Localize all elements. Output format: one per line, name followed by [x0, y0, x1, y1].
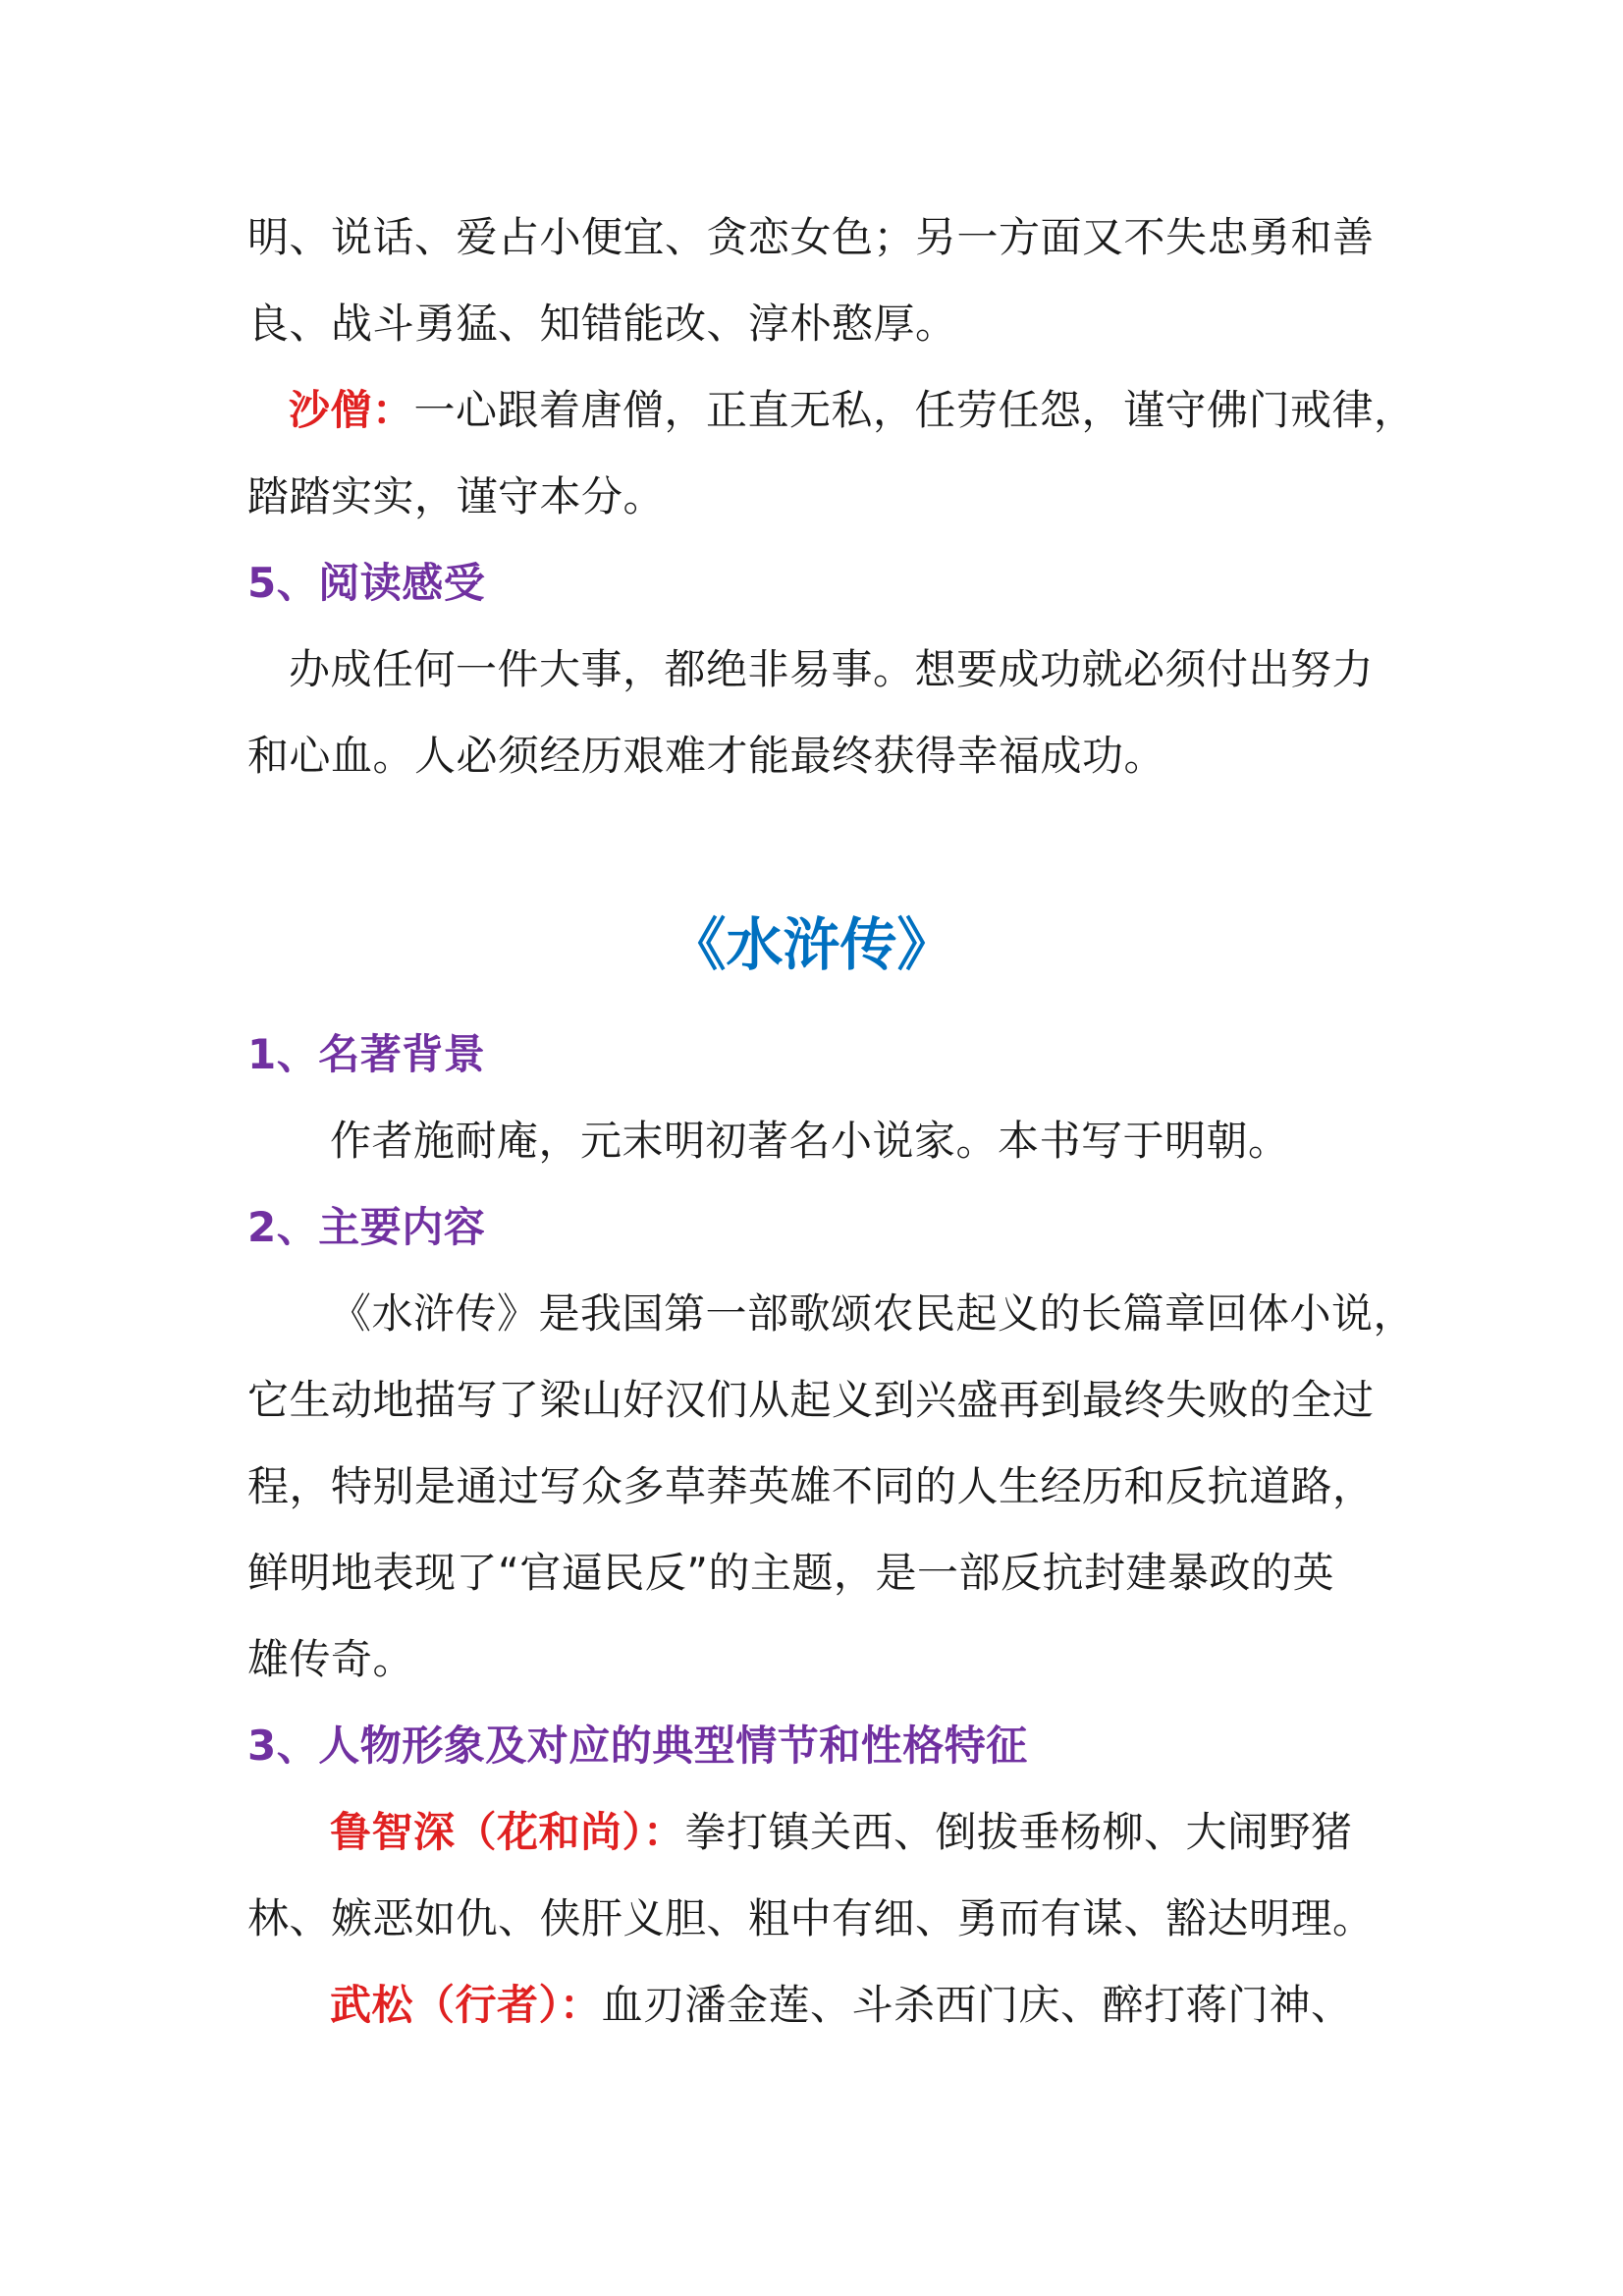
character-entry-wusong: [330, 1976, 1353, 2035]
character-label: 沙僧：: [289, 386, 414, 434]
section-heading: 3、人物形象及对应的典型情节和性格特征: [247, 1722, 1028, 1770]
book-title: 《水浒传》: [669, 911, 954, 978]
section-heading: 5、阅读感受: [247, 559, 486, 607]
character-description: 血刃潘金莲、斗杀西门庆、醉打蒋门神、: [601, 1981, 1353, 2029]
body-text-line: 程，特别是通过写众多草莽英雄不同的人生经历和反抗道路，: [247, 1462, 1375, 1510]
body-text-line: 它生动地描写了梁山好汉们从起义到兴盛再到最终失败的全过: [247, 1376, 1375, 1424]
body-text-line: 《水浒传》是我国第一部歌颂农民起义的长篇章回体小说，: [330, 1289, 1416, 1338]
body-text-line: 作者施耐庵，元末明初著名小说家。本书写于明朝。: [330, 1117, 1290, 1165]
character-label: 鲁智深（花和尚）：: [330, 1808, 685, 1856]
body-text-line: 和心血。人必须经历艰难才能最终获得幸福成功。: [247, 732, 1166, 780]
body-text-line: 鲜明地表现了“官逼民反”的主题，是一部反抗封建暴政的英: [247, 1549, 1335, 1597]
character-entry-luzhishen: [330, 1803, 1353, 1862]
body-text-line: 林、嫉恶如仇、侠肝义胆、粗中有细、勇而有谋、豁达明理。: [247, 1894, 1375, 1942]
character-description: 一心跟着唐僧，正直无私，任劳任怨，谨守佛门戒律，: [413, 386, 1416, 434]
section-heading: 1、名著背景: [247, 1030, 486, 1078]
body-text-line: 良、战斗勇猛、知错能改、淳朴憨厚。: [247, 300, 957, 348]
character-entry-shaseng: [289, 381, 1416, 440]
body-text-line: 雄传奇。: [247, 1635, 415, 1683]
body-text-line: 明、说话、爱占小便宜、贪恋女色；另一方面又不失忠勇和善: [247, 213, 1375, 261]
body-text-line: 办成任何一件大事，都绝非易事。想要成功就必须付出努力: [289, 645, 1375, 693]
body-text-line: 踏踏实实，谨守本分。: [247, 472, 666, 520]
character-label: 武松（行者）：: [330, 1981, 602, 2029]
character-description: 拳打镇关西、倒拔垂杨柳、大闹野猪: [684, 1808, 1353, 1856]
section-heading: 2、主要内容: [247, 1203, 486, 1251]
